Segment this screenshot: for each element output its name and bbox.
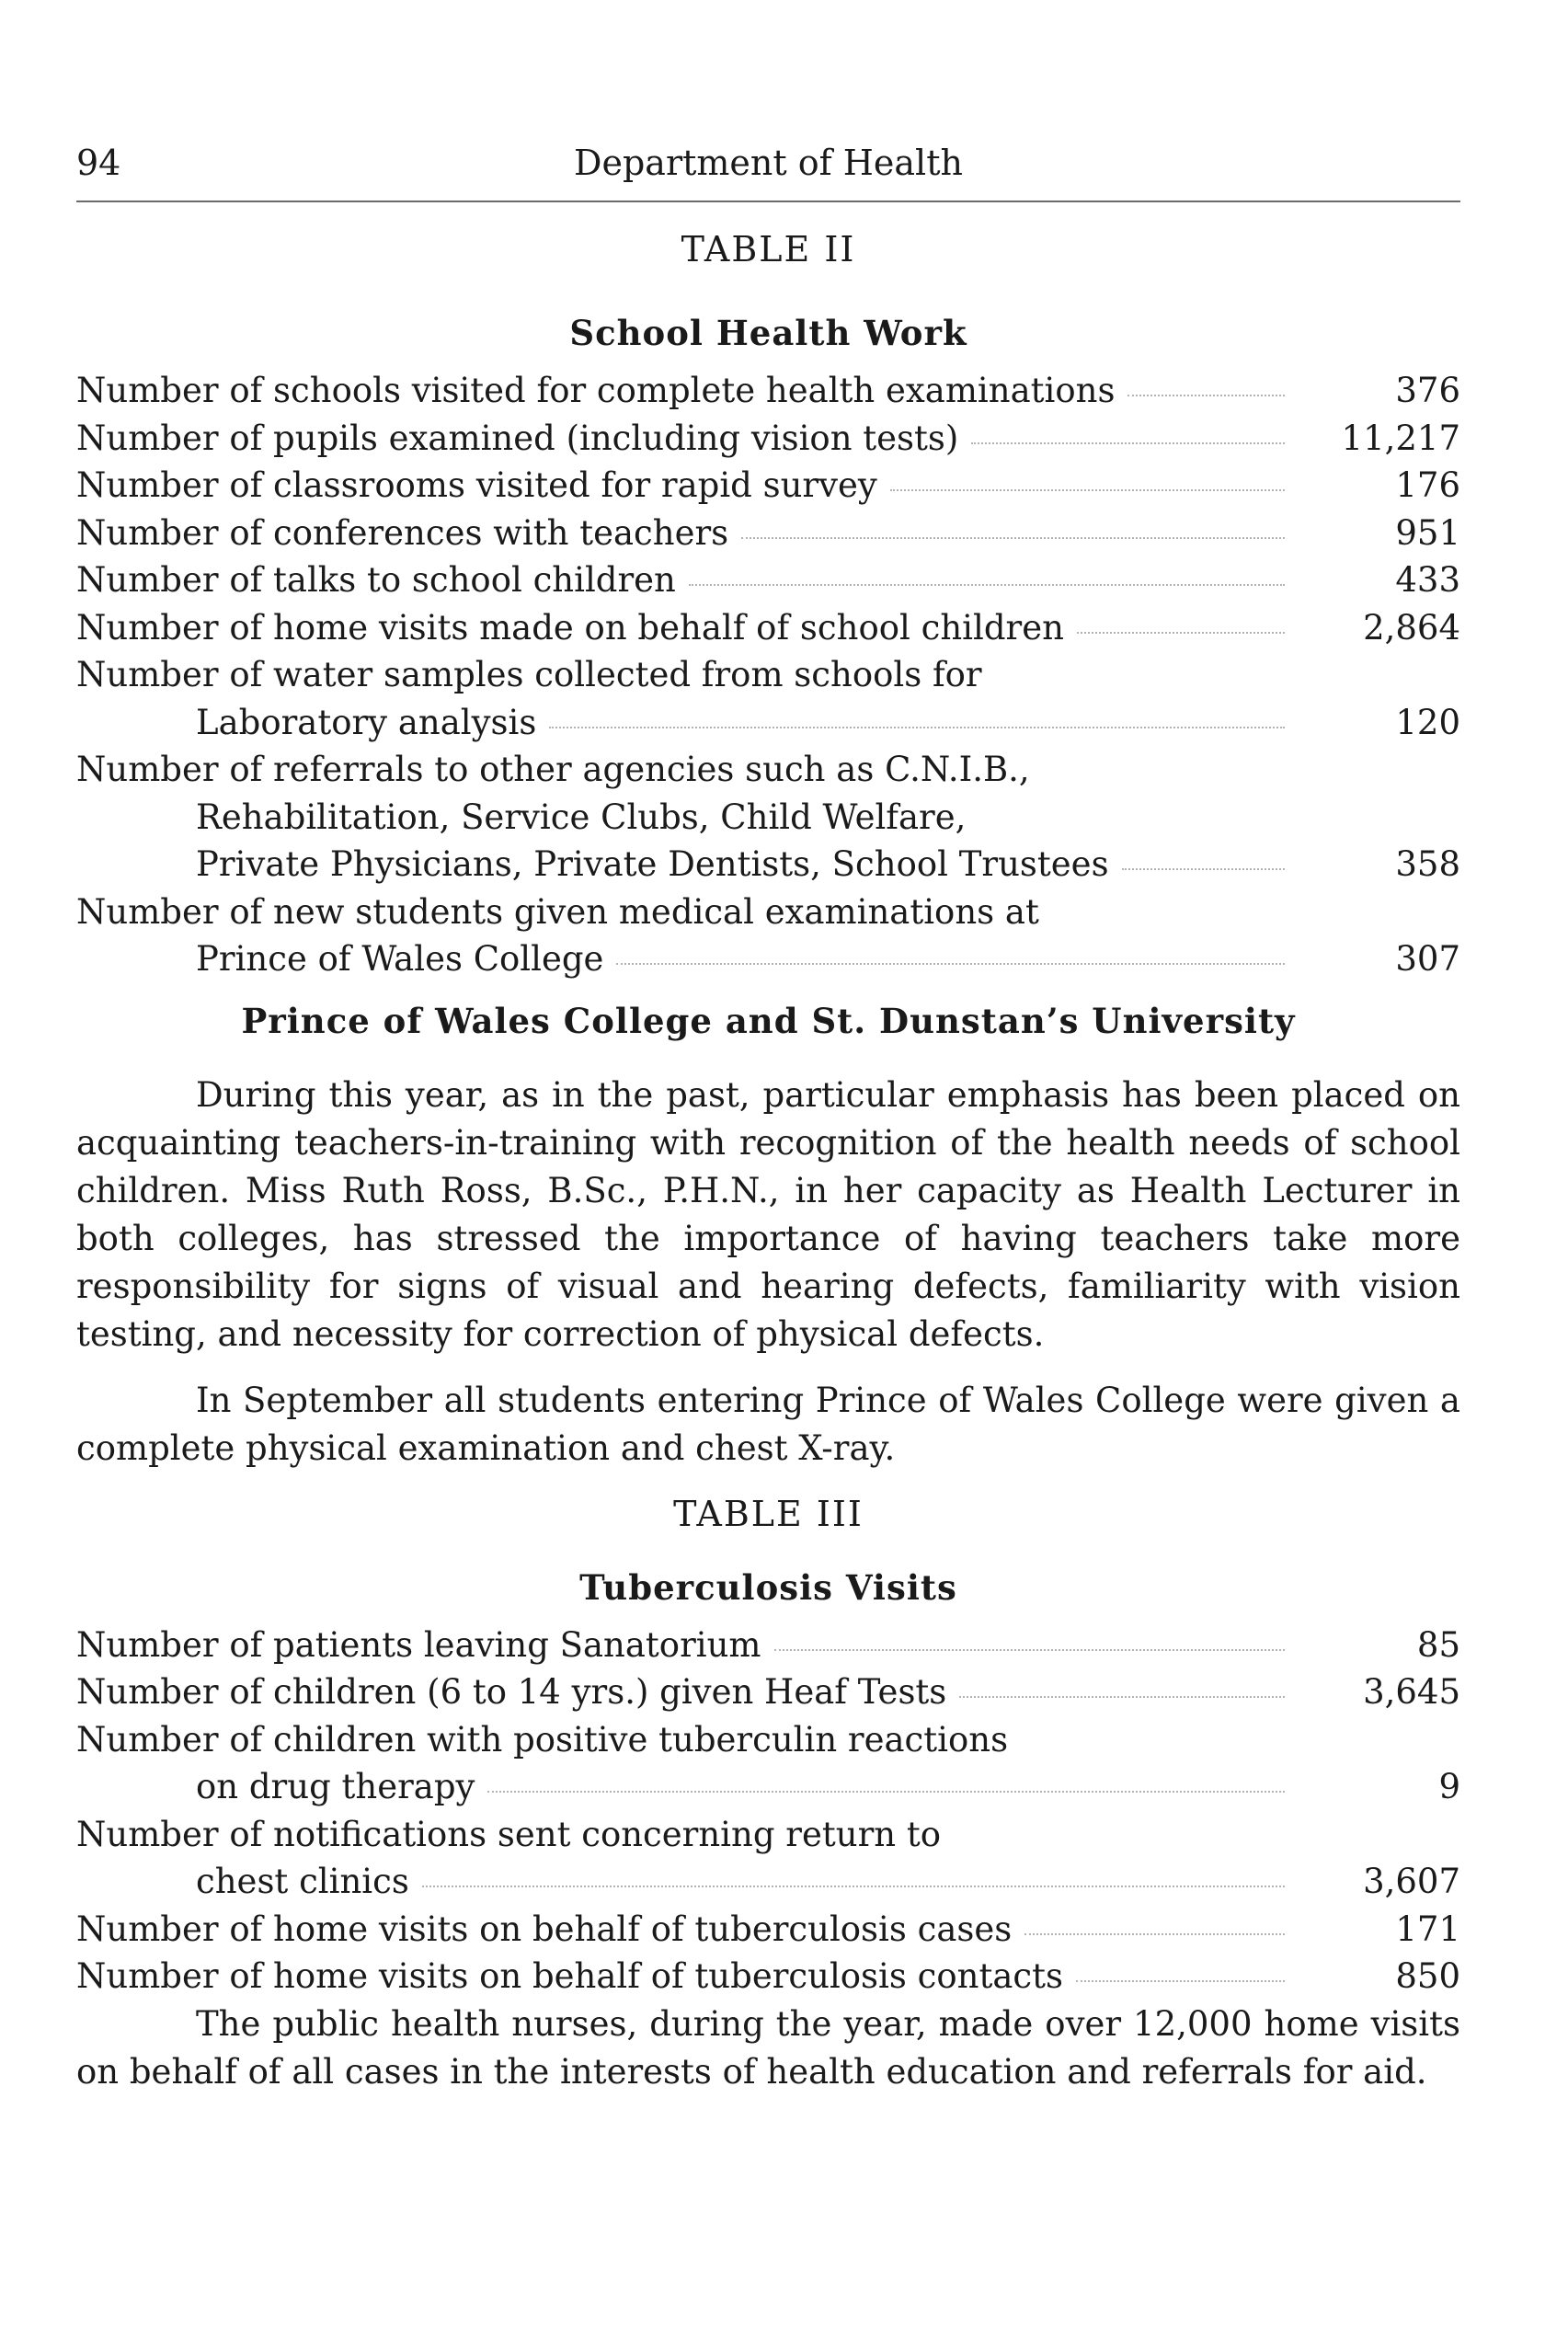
table-2-title: School Health Work — [569, 313, 967, 353]
row-value: 850 — [1395, 1956, 1460, 1996]
row-value: 358 — [1395, 844, 1460, 884]
row-value: 307 — [1395, 939, 1460, 979]
row-value: 433 — [1395, 560, 1460, 600]
row-label: Number of talks to school children — [76, 560, 676, 600]
section-title: Prince of Wales College and St. Dunstan’s University — [241, 1000, 1296, 1041]
row-value: 3,607 — [1363, 1862, 1460, 1901]
row-label: Number of new students given medical examinations at — [76, 891, 1039, 932]
table-3 — [76, 1622, 1460, 2000]
table-row — [76, 604, 1460, 652]
row-label: Number of home visits made on behalf of school children — [76, 607, 1064, 648]
table-row — [76, 1716, 1460, 1811]
row-label: Number of children (6 to 14 yrs.) given Heaf Tests — [76, 1672, 947, 1712]
table-row — [76, 415, 1460, 463]
page-number: 94 — [76, 143, 121, 183]
row-label-continued: chest clinics — [196, 1862, 409, 1901]
row-label: Number of conferences with teachers — [76, 512, 729, 553]
row-label: Number of notifications sent concerning return to — [76, 1814, 941, 1854]
row-value: 951 — [1395, 512, 1460, 553]
table-row — [76, 888, 1460, 983]
dot-leader — [959, 1696, 1285, 1698]
row-label: Number of home visits on behalf of tuberculosis cases — [76, 1909, 1013, 1949]
table-row — [76, 367, 1460, 415]
row-label: Number of referrals to other agencies such as C.N.I.B., — [76, 750, 1030, 789]
row-value: 85 — [1416, 1624, 1460, 1665]
table-row — [76, 1906, 1460, 1954]
running-title: Department of Health — [574, 143, 963, 183]
dot-leader — [1076, 1980, 1285, 1982]
table-3-label: TABLE III — [673, 1493, 864, 1534]
row-label: Number of children with positive tuberculin reactions — [76, 1719, 1009, 1760]
row-label: Number of classrooms visited for rapid survey — [76, 465, 877, 505]
dot-leader — [1122, 868, 1285, 870]
row-value: 176 — [1395, 465, 1460, 505]
row-label-continued: on drug therapy — [196, 1767, 475, 1806]
dot-leader — [741, 537, 1285, 539]
table-row — [76, 651, 1460, 746]
table-row — [76, 746, 1460, 888]
dot-leader — [1127, 395, 1285, 396]
table-row — [76, 1953, 1460, 2000]
running-head — [76, 140, 1460, 186]
dot-leader — [1024, 1933, 1285, 1935]
row-value: 120 — [1395, 702, 1460, 742]
table-row — [76, 462, 1460, 510]
dot-leader — [689, 584, 1285, 586]
table-2-label: TABLE II — [681, 229, 856, 269]
row-label: Number of home visits on behalf of tuberculosis contacts — [76, 1956, 1063, 1996]
row-label-continued: Prince of Wales College — [196, 939, 604, 979]
row-label-continued: Rehabilitation, Service Clubs, Child Welfare, — [196, 797, 967, 837]
table-row — [76, 1668, 1460, 1716]
table-row — [76, 510, 1460, 557]
dot-leader — [487, 1791, 1285, 1793]
dot-leader — [971, 442, 1285, 444]
row-value: 2,864 — [1363, 607, 1460, 648]
row-label: Number of water samples collected from schools for — [76, 655, 982, 694]
dot-leader — [616, 963, 1285, 965]
row-value: 11,217 — [1341, 418, 1460, 458]
table-3-title: Tuberculosis Visits — [579, 1566, 957, 1608]
row-value: 376 — [1395, 371, 1460, 410]
closing-paragraph: The public health nurses, during the year, made over 12,000 home visits on behalf of all cases in the interests of health education and referrals for aid. — [76, 2003, 1460, 2092]
row-label: Number of schools visited for complete health examinations — [76, 371, 1116, 410]
row-value: 9 — [1438, 1767, 1460, 1806]
table-2 — [76, 367, 1460, 983]
table-row — [76, 1622, 1460, 1669]
row-label-continued: Private Physicians, Private Dentists, School Trustees — [196, 844, 1109, 884]
dot-leader — [549, 727, 1285, 728]
page-content — [76, 221, 1460, 2096]
row-value: 3,645 — [1363, 1672, 1460, 1712]
dot-leader — [890, 489, 1285, 491]
row-label-continued: Laboratory analysis — [196, 702, 537, 742]
dot-leader — [1077, 632, 1285, 634]
row-label: Number of patients leaving Sanatorium — [76, 1624, 761, 1665]
header-rule — [76, 201, 1460, 202]
body-paragraph: In September all students entering Prince of Wales College were given a complete physical examination and chest X-ray. — [76, 1380, 1460, 1468]
dot-leader — [422, 1886, 1285, 1887]
row-value: 171 — [1395, 1909, 1460, 1949]
body-paragraph: During this year, as in the past, particular emphasis has been placed on acquainting teachers-in-training with recognition of the health needs of school children. Miss Ruth Ross, B.Sc., P.H.N., in her capacity as Health Lecturer in both colleges, has stressed the importance of having teachers take more responsibility for signs of visual and hearing defects, familiarity with vision testing, and necessity for correction of physical defects. — [76, 1074, 1460, 1354]
dot-leader — [774, 1649, 1285, 1651]
table-row — [76, 556, 1460, 604]
row-label: Number of pupils examined (including vision tests) — [76, 418, 959, 458]
table-row — [76, 1811, 1460, 1906]
